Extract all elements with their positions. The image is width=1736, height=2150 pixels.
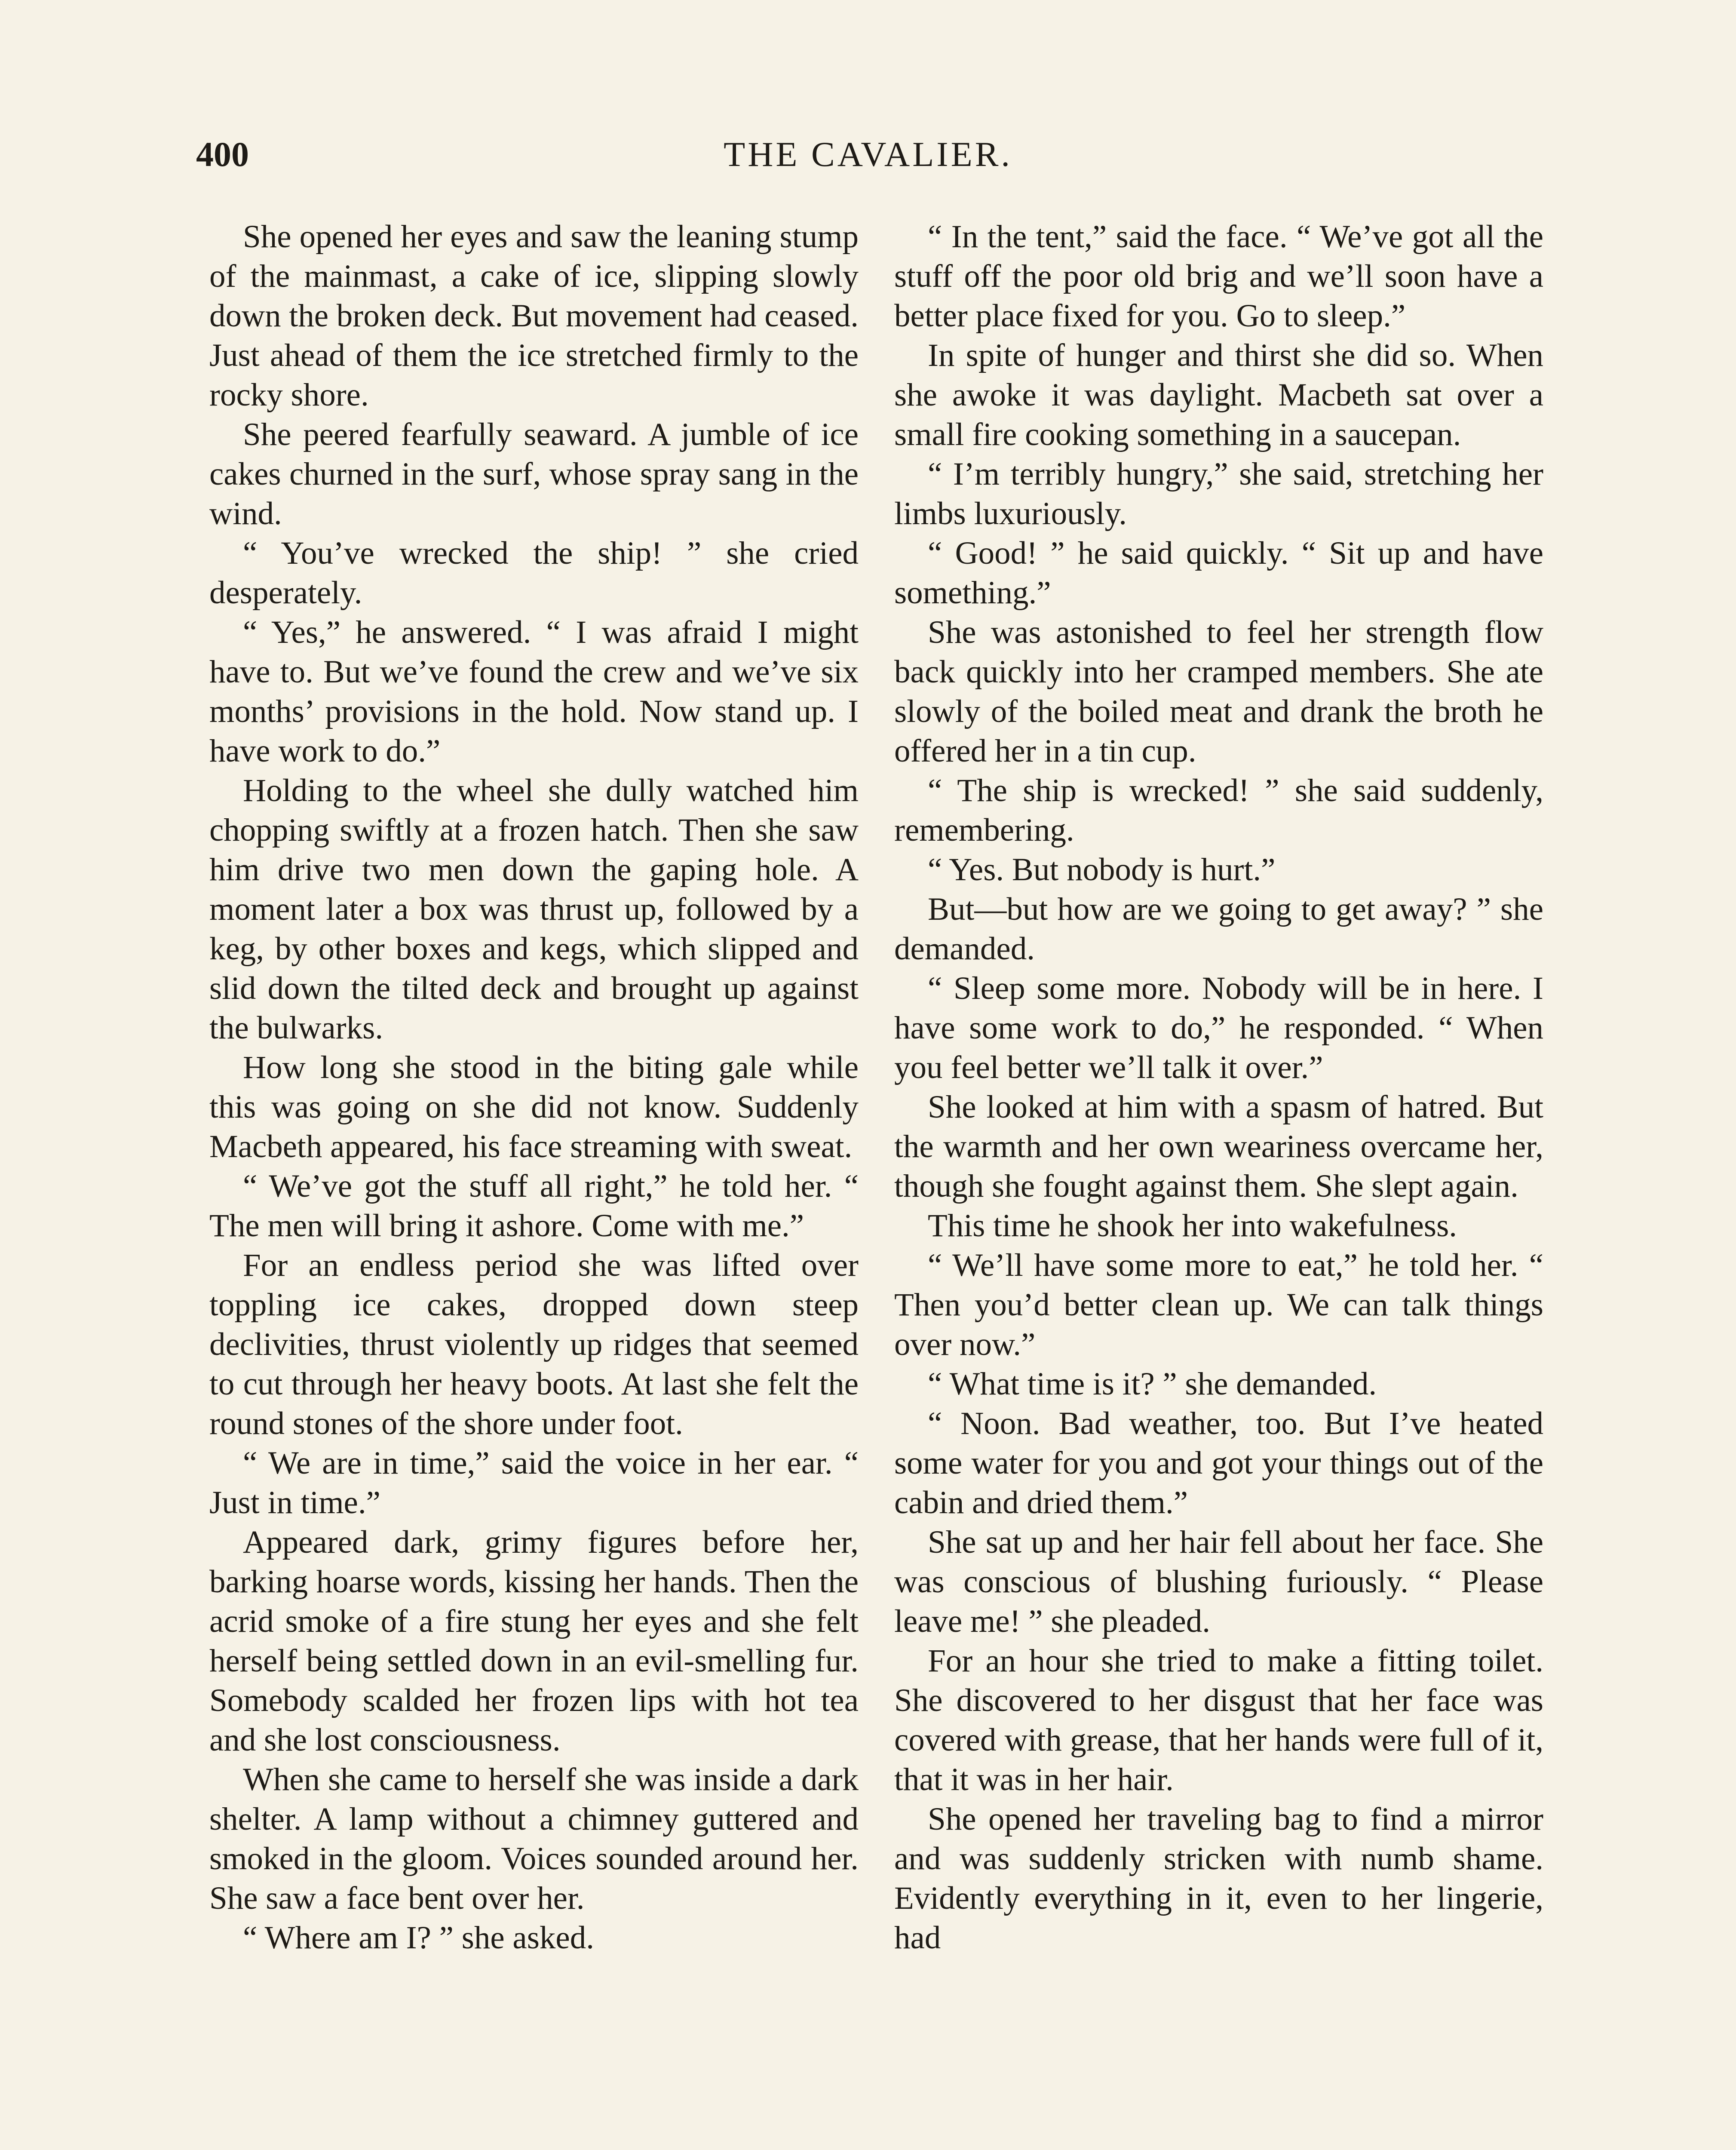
paragraph: How long she stood in the biting gale while this was going on she did not know. Suddenly Macbeth appeared, his face streaming with sweat. bbox=[209, 1050, 859, 1164]
paragraph: Holding to the wheel she dully watched him chopping swiftly at a frozen hatch. Then she saw him drive two men down the gaping hole. A moment later a box was thrust up, followed by a keg, by other boxes and kegs, which slipped and slid down the tilted deck and brought up against the bulwarks. bbox=[209, 773, 859, 1046]
paragraph: She opened her eyes and saw the leaning stump of the mainmast, a cake of ice, slipping slowly down the broken deck. But movement had ceased. Just ahead of them the ice stretched firmly to the rocky shore. bbox=[209, 219, 859, 413]
paragraph: When she came to herself she was inside a dark shelter. A lamp without a chimney guttered and smoked in the gloom. Voices sounded around her. She saw a face bent over her. bbox=[209, 1762, 859, 1916]
running-head: THE CAVALIER. bbox=[724, 135, 1012, 174]
paragraph: “ You’ve wrecked the ship! ” she cried desperately. bbox=[209, 535, 859, 611]
paragraph: For an hour she tried to make a fitting toilet. She discovered to her disgust that her face was covered with grease, that her hands were full of it, that it was in her hair. bbox=[894, 1643, 1543, 1797]
paragraph: “ We’ve got the stuff all right,” he told her. “ The men will bring it ashore. Come with me.” bbox=[209, 1168, 859, 1244]
paragraph: She peered fearfully seaward. A jumble of ice cakes churned in the surf, whose spray sang in the wind. bbox=[209, 417, 859, 531]
paragraph: But—but how are we going to get away? ” she demanded. bbox=[894, 891, 1543, 967]
paragraph: “ In the tent,” said the face. “ We’ve got all the stuff off the poor old brig and we’ll soon have a better place fixed for you. Go to sleep.” bbox=[894, 219, 1543, 334]
paragraph: This time he shook her into wakefulness. bbox=[928, 1208, 1457, 1244]
paragraph: “ Where am I? ” she asked. bbox=[243, 1920, 594, 1956]
paragraph: “ We’ll have some more to eat,” he told her. “ Then you’d better clean up. We can talk things over now.” bbox=[894, 1247, 1543, 1362]
paragraph: “ Yes. But nobody is hurt.” bbox=[928, 852, 1276, 888]
paragraph: For an endless period she was lifted over toppling ice cakes, dropped down steep declivities, thrust violently up ridges that seemed to cut through her heavy boots. At last she felt the round stones of the shore under foot. bbox=[209, 1247, 859, 1441]
paragraph: “ We are in time,” said the voice in her ear. “ Just in time.” bbox=[209, 1445, 859, 1520]
paragraph: She was astonished to feel her strength flow back quickly into her cramped members. She ate slowly of the boiled meat and drank the broth he offered her in a tin cup. bbox=[894, 614, 1543, 769]
left-column bbox=[209, 217, 859, 1958]
right-column bbox=[894, 217, 1543, 1958]
paragraph: “ The ship is wrecked! ” she said suddenly, remembering. bbox=[894, 773, 1543, 848]
paragraph: She looked at him with a spasm of hatred. But the warmth and her own weariness overcame her, though she fought against them. She slept again. bbox=[894, 1089, 1543, 1204]
page-number: 400 bbox=[196, 135, 249, 174]
paragraph: Appeared dark, grimy figures before her, barking hoarse words, kissing her hands. Then the acrid smoke of a fire stung her eyes and she felt herself being settled down in an evil-smelling fur. Somebody scalded her frozen lips with hot tea and she lost consciousness. bbox=[209, 1524, 859, 1758]
paragraph: She sat up and her hair fell about her face. She was conscious of blushing furiously. “ Please leave me! ” she pleaded. bbox=[894, 1524, 1543, 1639]
paragraph: In spite of hunger and thirst she did so. When she awoke it was daylight. Macbeth sat over a small fire cooking something in a saucepan. bbox=[894, 338, 1543, 452]
paragraph: She opened her traveling bag to find a mirror and was suddenly stricken with numb shame. Evidently everything in it, even to her lingerie, had bbox=[894, 1801, 1543, 1956]
paragraph: “ Yes,” he answered. “ I was afraid I might have to. But we’ve found the crew and we’ve six months’ provisions in the hold. Now stand up. I have work to do.” bbox=[209, 614, 859, 769]
paragraph: “ Good! ” he said quickly. “ Sit up and have something.” bbox=[894, 535, 1543, 611]
paragraph: “ I’m terribly hungry,” she said, stretching her limbs luxuriously. bbox=[894, 456, 1543, 531]
paragraph: “ Noon. Bad weather, too. But I’ve heated some water for you and got your things out of the cabin and dried them.” bbox=[894, 1406, 1543, 1520]
paragraph: “ What time is it? ” she demanded. bbox=[928, 1366, 1377, 1402]
paragraph: “ Sleep some more. Nobody will be in here. I have some work to do,” he responded. “ When you feel better we’ll talk it over.” bbox=[894, 971, 1543, 1085]
